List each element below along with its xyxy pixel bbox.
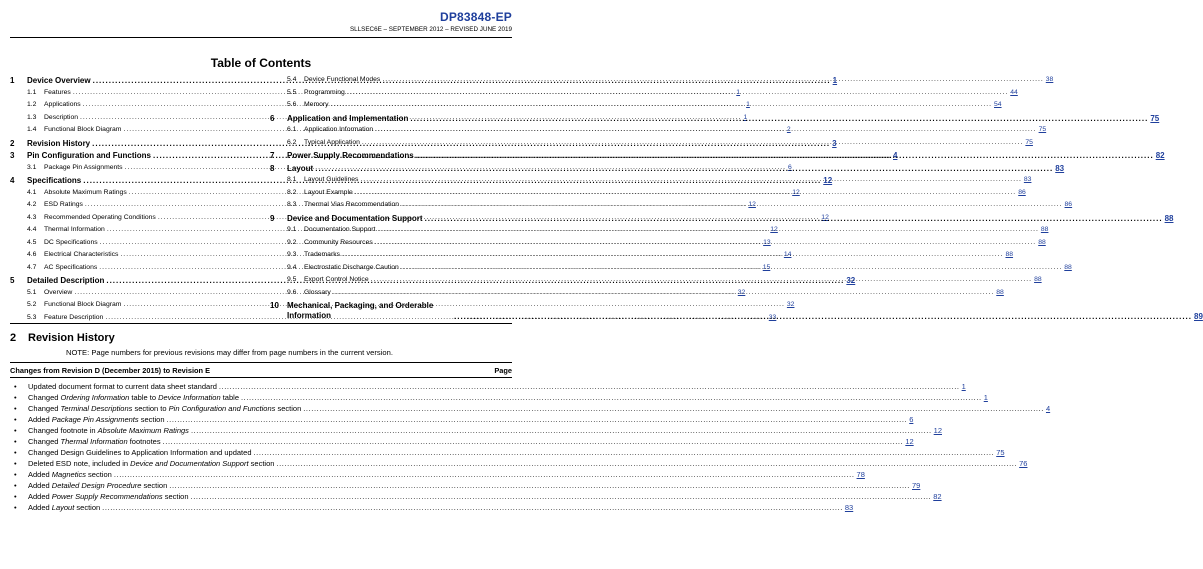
toc-entry-number: 1.3 (27, 113, 37, 121)
toc-entry-number: 6.1 (287, 126, 297, 133)
change-item (14, 492, 942, 503)
change-item-text (28, 382, 217, 391)
bullet-icon: • (14, 437, 17, 446)
toc-entry-title: Pin Configuration and Functions (27, 151, 151, 160)
toc-entry-number: 10 (270, 301, 279, 310)
toc-entry-title: Layout Example (304, 188, 353, 196)
toc-entry-title: Package Pin Assignments (44, 163, 123, 171)
change-item-text-part: Pin Configuration and Functions (168, 404, 276, 413)
toc-page-link[interactable]: 33 (768, 313, 777, 321)
change-leader-dots (191, 492, 932, 501)
change-item-text-part: footnotes (127, 437, 161, 446)
change-item-text (28, 481, 167, 490)
change-item-text (28, 393, 239, 402)
toc-entry[interactable] (270, 101, 1002, 114)
toc-entry-title: AC Specifications (44, 263, 98, 271)
toc-entry-title: Features (44, 88, 71, 96)
changes-list (14, 382, 1051, 514)
toc-entry[interactable] (270, 126, 1047, 139)
change-item (14, 470, 865, 481)
change-leader-dots (254, 448, 995, 457)
toc-page-link[interactable]: 1 (832, 76, 838, 85)
toc-entry-number: 8.3 (287, 201, 297, 208)
change-item-text-part: Layout (51, 503, 75, 512)
change-leader-dots (102, 503, 843, 512)
toc-page-link[interactable]: 12 (821, 213, 829, 221)
change-item-text-part: Changed (28, 393, 61, 402)
toc-entry-title: ESD Ratings (44, 201, 83, 208)
change-item-text-part: Package Pin Assignments (51, 415, 139, 424)
toc-page-link[interactable]: 12 (823, 176, 833, 185)
toc-leader-dots (416, 151, 1154, 160)
change-leader-dots (303, 404, 1044, 413)
change-item-text-part: Absolute Maximum Ratings (97, 426, 189, 435)
toc-entry-number: 4.5 (27, 238, 37, 246)
toc-page-link[interactable]: 75 (1150, 113, 1160, 123)
change-leader-dots (241, 393, 982, 402)
change-page-link[interactable]: 79 (912, 481, 921, 490)
change-leader-dots (169, 481, 910, 490)
change-leader-dots (276, 459, 1017, 468)
revision-note: NOTE: Page numbers for previous revisions may differ from page numbers in the current version. (66, 348, 393, 357)
toc-page-link[interactable]: 88 (1034, 276, 1042, 283)
toc-entry[interactable] (270, 88, 1018, 102)
toc-entry-number: 9.6 (287, 288, 297, 296)
toc-entry-title: Documentation Support (304, 226, 376, 233)
change-item-text (28, 470, 112, 479)
toc-entry-number: 4.2 (27, 201, 37, 208)
toc-page-link[interactable]: 12 (748, 201, 756, 208)
toc-entry-number: 5.3 (27, 313, 37, 321)
bullet-icon: • (14, 503, 17, 512)
change-item (14, 393, 988, 404)
change-item-text-part: Updated document format to current data sheet standard (28, 382, 217, 391)
toc-leader-dots (347, 89, 1008, 96)
toc-leader-dots (333, 289, 994, 296)
change-item-text-part: Added (28, 503, 52, 512)
toc-entry-title: Revision History (27, 138, 91, 148)
toc-entry-title: Layout Guidelines (304, 176, 359, 183)
change-page-link[interactable]: 12 (933, 426, 942, 435)
change-item-text-part: Deleted ESD note, included in (28, 459, 131, 468)
toc-leader-dots (371, 276, 1032, 283)
change-item-text-part: Device and Documentation Support (130, 459, 249, 468)
change-item-text-part: Thermal Information (60, 437, 128, 446)
toc-leader-dots (377, 226, 1038, 233)
change-item-text (28, 459, 274, 468)
toc-page-link[interactable]: 38 (1045, 76, 1054, 83)
toc-entry-number: 9.1 (287, 226, 297, 233)
toc-entry-title: Community Resources (304, 238, 373, 246)
toc-page-link[interactable]: 82 (1155, 151, 1165, 160)
toc-entry[interactable] (10, 313, 777, 327)
change-leader-dots (163, 437, 904, 446)
toc-page-link[interactable]: 88 (1064, 263, 1072, 271)
toc-entry-number: 6 (270, 113, 275, 123)
change-item-text (28, 437, 161, 446)
toc-leader-dots (360, 176, 1021, 183)
toc-entry-number: 7 (270, 151, 275, 160)
toc-page-link[interactable]: 88 (1038, 238, 1046, 246)
toc-leader-dots (362, 139, 1023, 146)
toc-page-link[interactable]: 12 (770, 226, 778, 233)
toc-page-link[interactable]: 3 (832, 138, 837, 148)
toc-entry-title: Power Supply Recommendations (287, 151, 414, 160)
toc-entry-number: 1 (10, 76, 15, 85)
toc-entry-title: Electrical Characteristics (44, 251, 119, 258)
toc-entry-title: Functional Block Diagram (44, 301, 122, 308)
toc-entry-number: 9 (270, 213, 275, 223)
document-id[interactable]: DP83848-EP (439, 10, 512, 24)
change-item-text (28, 503, 100, 512)
change-page-link[interactable]: 1 (983, 393, 988, 402)
toc-entry-number: 5.1 (27, 288, 37, 296)
toc-page-link[interactable]: 44 (1010, 88, 1018, 96)
toc-leader-dots (425, 214, 1163, 223)
toc-page-link[interactable]: 1 (743, 113, 748, 121)
change-leader-dots (191, 426, 932, 435)
toc-entry-title: Electrostatic Discharge Caution (304, 263, 399, 271)
toc-page-link[interactable]: 2 (786, 126, 791, 133)
toc-entry-title: Trademarks (304, 251, 341, 258)
toc-entry-title: Feature Description (44, 313, 104, 321)
toc-entry-title: Application Information (304, 126, 374, 133)
bullet-icon: • (14, 415, 17, 424)
toc-page-wrap (452, 301, 1203, 321)
bullet-icon: • (14, 426, 17, 435)
bullet-icon: • (14, 448, 17, 457)
toc-entry-number: 5.2 (27, 301, 37, 308)
toc-entry-title: Typical Application (304, 138, 360, 146)
toc-entry-title: Thermal Information (44, 226, 105, 233)
toc-entry-number: 4 (10, 176, 15, 185)
change-item (14, 437, 914, 448)
toc-leader-dots (342, 251, 1003, 258)
toc-entry-title: Mechanical, Packaging, and Orderable Information (287, 301, 434, 320)
toc-page-link[interactable]: 75 (1025, 138, 1033, 146)
toc-entry[interactable] (270, 163, 1065, 177)
toc-page-link[interactable]: 88 (1164, 213, 1174, 223)
changes-header-label: Changes from Revision D (December 2015) to Revision E (10, 366, 211, 375)
toc-entry-title: Absolute Maximum Ratings (44, 188, 127, 196)
toc-entry[interactable] (270, 76, 1054, 89)
change-item-text-part: section (248, 459, 275, 468)
toc-entry-title: DC Specifications (44, 238, 98, 246)
changes-header-rule-top (10, 362, 512, 363)
toc-leader-dots (454, 312, 1192, 321)
toc-page-link[interactable]: 83 (1023, 176, 1032, 183)
toc-entry-title: Description (44, 113, 78, 121)
change-item (14, 459, 1028, 470)
bullet-icon: • (14, 404, 17, 413)
toc-page-link[interactable]: 32 (737, 288, 746, 296)
change-leader-dots (114, 470, 855, 479)
toc-entry-number: 8 (270, 163, 275, 173)
toc-entry-number: 9.4 (287, 263, 297, 271)
bullet-icon: • (14, 459, 17, 468)
toc-entry-number: 4.7 (27, 263, 37, 271)
toc-entry-title: Recommended Operating Conditions (44, 213, 156, 221)
toc-entry[interactable] (270, 113, 1160, 127)
changes-header (10, 366, 512, 375)
change-item-text-part: Changed Design Guidelines to Application Information and updated (28, 448, 252, 457)
toc-entry-title: Detailed Description (27, 276, 105, 285)
change-page-link[interactable]: 6 (909, 415, 914, 424)
change-item-text-part: Added (28, 470, 52, 479)
change-item (14, 415, 914, 426)
bullet-icon: • (14, 470, 17, 479)
toc-page-link[interactable]: 88 (996, 288, 1004, 296)
toc-entry-number: 6.2 (287, 138, 297, 146)
toc-entry-number: 2 (10, 138, 15, 148)
toc-leader-dots (401, 264, 1062, 271)
toc-entry-number: 3.1 (27, 163, 37, 171)
toc-leader-dots (331, 101, 992, 108)
toc-page-link[interactable]: 14 (783, 251, 792, 258)
toc-entry-number: 5.5 (287, 88, 297, 96)
bullet-icon: • (14, 382, 17, 391)
toc-entry-number: 8.2 (287, 188, 297, 196)
change-item-text-part: Power Supply Recommendations (51, 492, 163, 501)
change-item-text-part: section (275, 404, 302, 413)
change-item-text-part: table to (129, 393, 159, 402)
change-item-text-part: Added (28, 492, 52, 501)
toc-entry-title: Specifications (27, 176, 82, 185)
change-item (14, 503, 854, 514)
toc-entry-number: 1.1 (27, 88, 37, 96)
change-leader-dots (167, 415, 908, 424)
toc-entry-number: 3 (10, 151, 15, 160)
toc-entry-number: 4.3 (27, 213, 37, 221)
toc-page-link[interactable]: 83 (1055, 163, 1065, 173)
change-item (14, 382, 966, 393)
toc-entry-title: Application and Implementation (287, 113, 409, 123)
change-leader-dots (219, 382, 960, 391)
toc-entry-number: 9.2 (287, 238, 297, 246)
toc-entry-title: Overview (44, 288, 73, 296)
change-item-text-part: table (220, 393, 239, 402)
changes-header-page: Page (494, 366, 512, 375)
toc-entry-number: 4.1 (27, 188, 37, 196)
change-item-text (28, 492, 189, 501)
section-number: 2 (10, 332, 17, 344)
toc-page-link[interactable]: 88 (1040, 226, 1049, 233)
change-item-text-part: section (162, 492, 189, 501)
change-page-link[interactable]: 82 (933, 492, 942, 501)
toc-entry-number: 4.6 (27, 251, 37, 258)
change-item-text-part: Changed (28, 437, 61, 446)
change-item-text (28, 448, 252, 457)
change-item (14, 448, 1005, 459)
change-item-text-part: section (141, 481, 168, 490)
bullet-icon: • (14, 492, 17, 501)
toc-page-link[interactable]: 32 (846, 276, 856, 285)
toc-entry-number: 1.4 (27, 126, 37, 133)
change-page-link[interactable]: 1 (961, 382, 966, 391)
bullet-icon: • (14, 481, 17, 490)
toc-page-link[interactable]: 15 (762, 263, 771, 271)
toc-leader-dots (401, 201, 1062, 208)
toc-entry-number: 9.3 (287, 251, 297, 258)
change-item-text-part: Added (28, 481, 52, 490)
section-title: Revision History (28, 332, 115, 344)
toc-page-link[interactable]: 4 (893, 151, 898, 160)
toc-leader-dots (410, 114, 1148, 123)
toc-page-link[interactable]: 54 (994, 101, 1002, 108)
toc-page-link[interactable]: 32 (786, 301, 795, 308)
document-revision-line: SLLSEC6E – SEPTEMBER 2012 – REVISED JUNE 2019 (349, 26, 512, 33)
toc-entry-title: Device Overview (27, 76, 91, 85)
change-item-text-part: section (138, 415, 165, 424)
page-header (350, 10, 512, 33)
toc-entry-number: 8.1 (287, 176, 297, 183)
change-page-link[interactable]: 4 (1045, 404, 1051, 413)
toc-page-link[interactable]: 86 (1064, 201, 1073, 208)
toc-entry-title: Device and Documentation Support (287, 213, 423, 223)
toc-leader-dots (355, 189, 1016, 196)
toc-entry-title: Applications (44, 101, 81, 108)
change-item-text-part: Terminal Descriptions (60, 404, 133, 413)
toc-entry-number: 5.6 (287, 101, 297, 108)
toc-page-link[interactable]: 86 (1018, 188, 1026, 196)
change-item-text-part: Changed footnote in (28, 426, 98, 435)
toc-leader-dots (382, 76, 1043, 83)
change-item-text-part: section to (132, 404, 169, 413)
change-item-text (28, 426, 189, 435)
toc-page-link[interactable]: 1 (736, 88, 741, 96)
header-divider (10, 37, 512, 38)
toc-entry-number: 9.5 (287, 276, 297, 283)
change-item-text-part: Added (28, 415, 52, 424)
toc-entry-title: Layout (287, 163, 314, 173)
toc-page-link[interactable]: 12 (792, 188, 800, 196)
bullet-icon: • (14, 393, 17, 402)
change-page-link[interactable]: 75 (996, 448, 1005, 457)
toc-page-link[interactable]: 75 (1038, 126, 1047, 133)
toc-page-link[interactable]: 89 (1194, 312, 1203, 321)
toc-entry-number: 5.4 (287, 76, 297, 83)
toc-entry-title: Memory (304, 101, 329, 108)
change-item-text-part: Detailed Design Procedure (51, 481, 142, 490)
toc-page-link[interactable]: 1 (746, 101, 750, 108)
toc-page-link[interactable]: 88 (1005, 251, 1014, 258)
change-item-text-part: section (85, 470, 112, 479)
changes-header-rule-bottom (10, 377, 512, 378)
toc-entry-title: Programming (304, 88, 345, 96)
change-item (14, 404, 1051, 415)
change-item-text-part: Magnetics (51, 470, 86, 479)
change-item (14, 426, 942, 437)
change-item (14, 481, 921, 492)
toc-entry[interactable] (270, 138, 1033, 152)
toc-entry-number: 4.4 (27, 226, 37, 233)
toc-entry-number: 5 (10, 276, 15, 285)
change-page-link[interactable]: 78 (856, 470, 865, 479)
toc-entry-title: Thermal Vias Recommendation (304, 201, 400, 208)
change-item-text-part: section (74, 503, 101, 512)
toc-leader-dots (375, 239, 1036, 246)
toc-page-link[interactable]: 6 (788, 163, 792, 171)
toc-entry[interactable] (270, 151, 1165, 164)
toc-entry-title: Glossary (304, 288, 331, 296)
change-item-text (28, 404, 301, 413)
toc-entry-title: Functional Block Diagram (44, 126, 122, 133)
toc-page-link[interactable]: 13 (763, 238, 771, 246)
toc-entry-title: Export Control Notice (304, 276, 369, 283)
toc-entry-title: Device Functional Modes (304, 76, 381, 83)
toc-leader-dots (375, 126, 1036, 133)
change-page-link[interactable]: 76 (1019, 459, 1028, 468)
change-item-text-part: Device Information (158, 393, 221, 402)
change-item-text-part: Ordering Information (60, 393, 130, 402)
toc-entry-number: 1.2 (27, 101, 37, 108)
section-divider (10, 323, 512, 324)
change-page-link[interactable]: 83 (844, 503, 854, 512)
change-item-text-part: Changed (28, 404, 61, 413)
change-page-link[interactable]: 12 (905, 437, 914, 446)
change-item-text (28, 415, 165, 424)
toc-leader-dots (315, 164, 1053, 173)
toc-title: Table of Contents (210, 56, 312, 70)
